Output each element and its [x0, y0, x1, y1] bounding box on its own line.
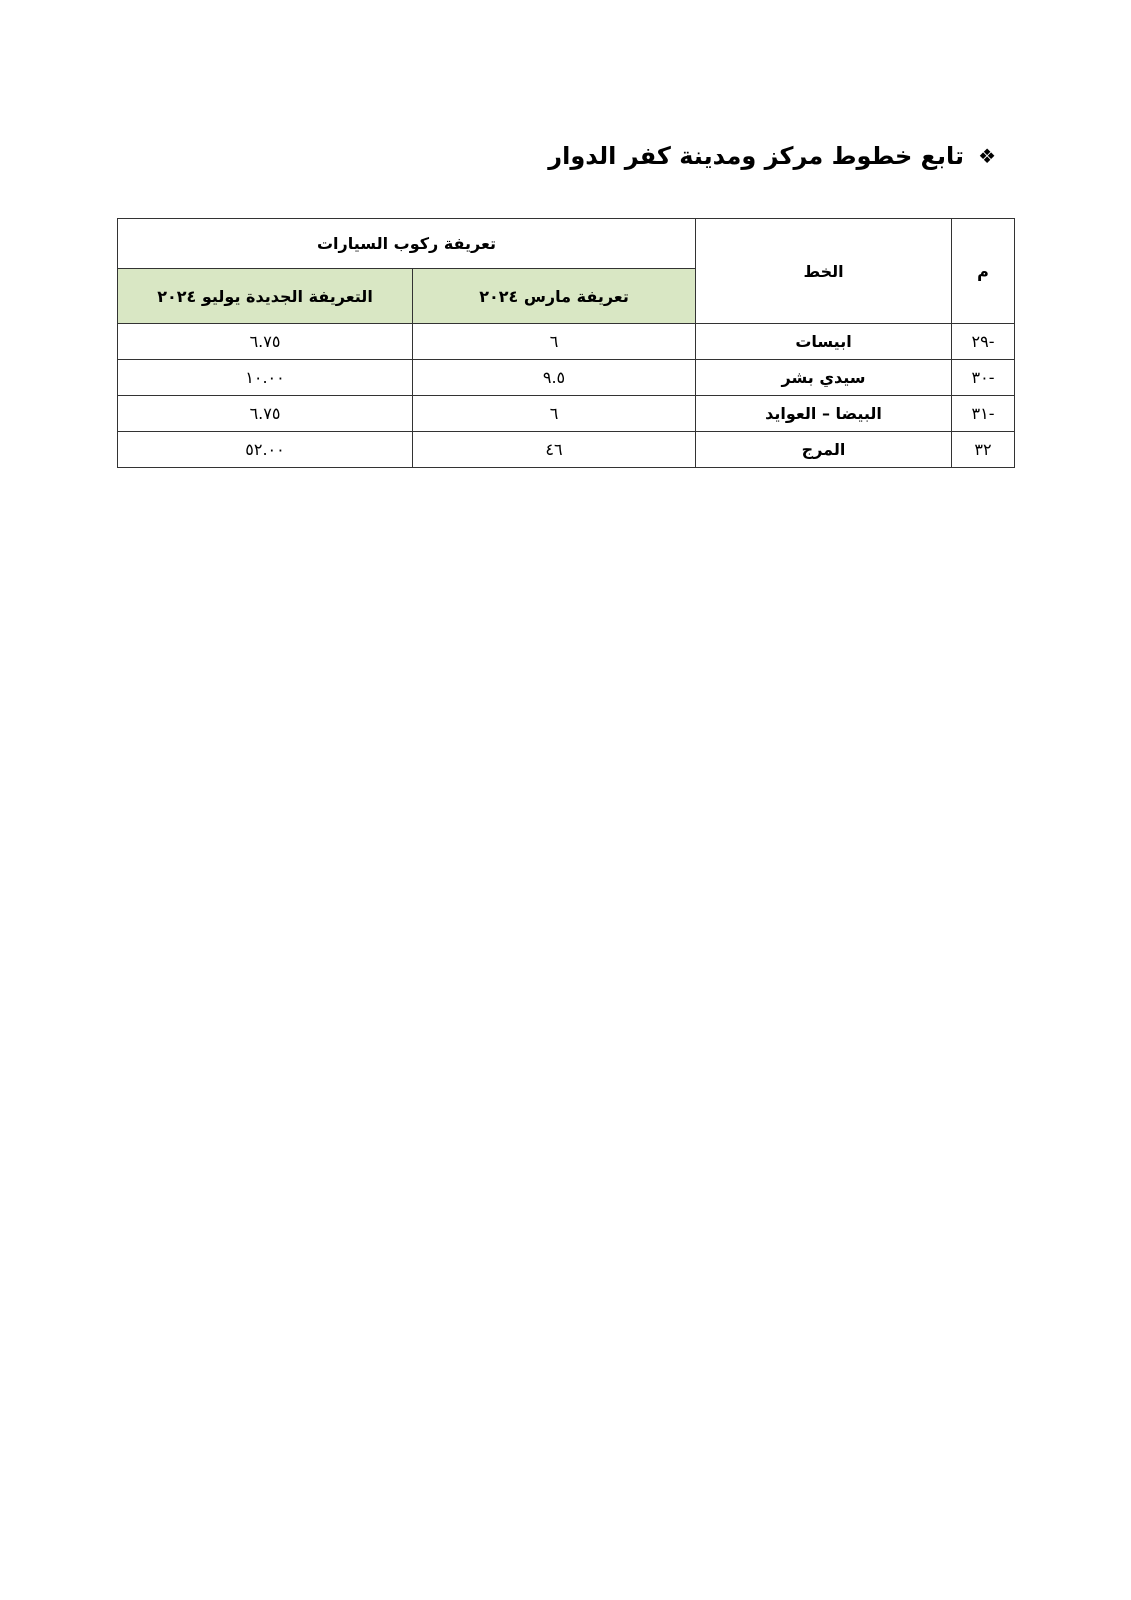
row-march-fare: ٩.٥ [413, 360, 696, 396]
row-march-fare: ٦ [413, 396, 696, 432]
fares-table [117, 218, 1015, 468]
heading-text: تابع خطوط مركز ومدينة كفر الدوار [548, 142, 965, 170]
row-line: سيدي بشر [696, 360, 952, 396]
row-line: ابيسات [696, 324, 952, 360]
row-line: المرج [696, 432, 952, 468]
table-row [118, 432, 1015, 468]
diamond-bullet-icon: ❖ [978, 144, 996, 168]
row-july-fare: ٦.٧٥ [118, 396, 413, 432]
row-number: -٢٩ [952, 324, 1015, 360]
header-row-top [118, 219, 1015, 269]
header-num: م [952, 219, 1015, 324]
row-number: ٣٢ [952, 432, 1015, 468]
table-row [118, 324, 1015, 360]
header-march-fare: تعريفة مارس ٢٠٢٤ [413, 269, 696, 324]
table-row [118, 360, 1015, 396]
row-july-fare: ٥٢.٠٠ [118, 432, 413, 468]
row-march-fare: ٤٦ [413, 432, 696, 468]
row-line: البيضا – العوايد [696, 396, 952, 432]
table-row [118, 396, 1015, 432]
row-number: -٣٠ [952, 360, 1015, 396]
section-heading [548, 140, 996, 172]
header-fare-group: تعريفة ركوب السيارات [118, 219, 696, 269]
row-july-fare: ٦.٧٥ [118, 324, 413, 360]
header-line: الخط [696, 219, 952, 324]
header-july-fare: التعريفة الجديدة يوليو ٢٠٢٤ [118, 269, 413, 324]
row-march-fare: ٦ [413, 324, 696, 360]
row-number: -٣١ [952, 396, 1015, 432]
row-july-fare: ١٠.٠٠ [118, 360, 413, 396]
